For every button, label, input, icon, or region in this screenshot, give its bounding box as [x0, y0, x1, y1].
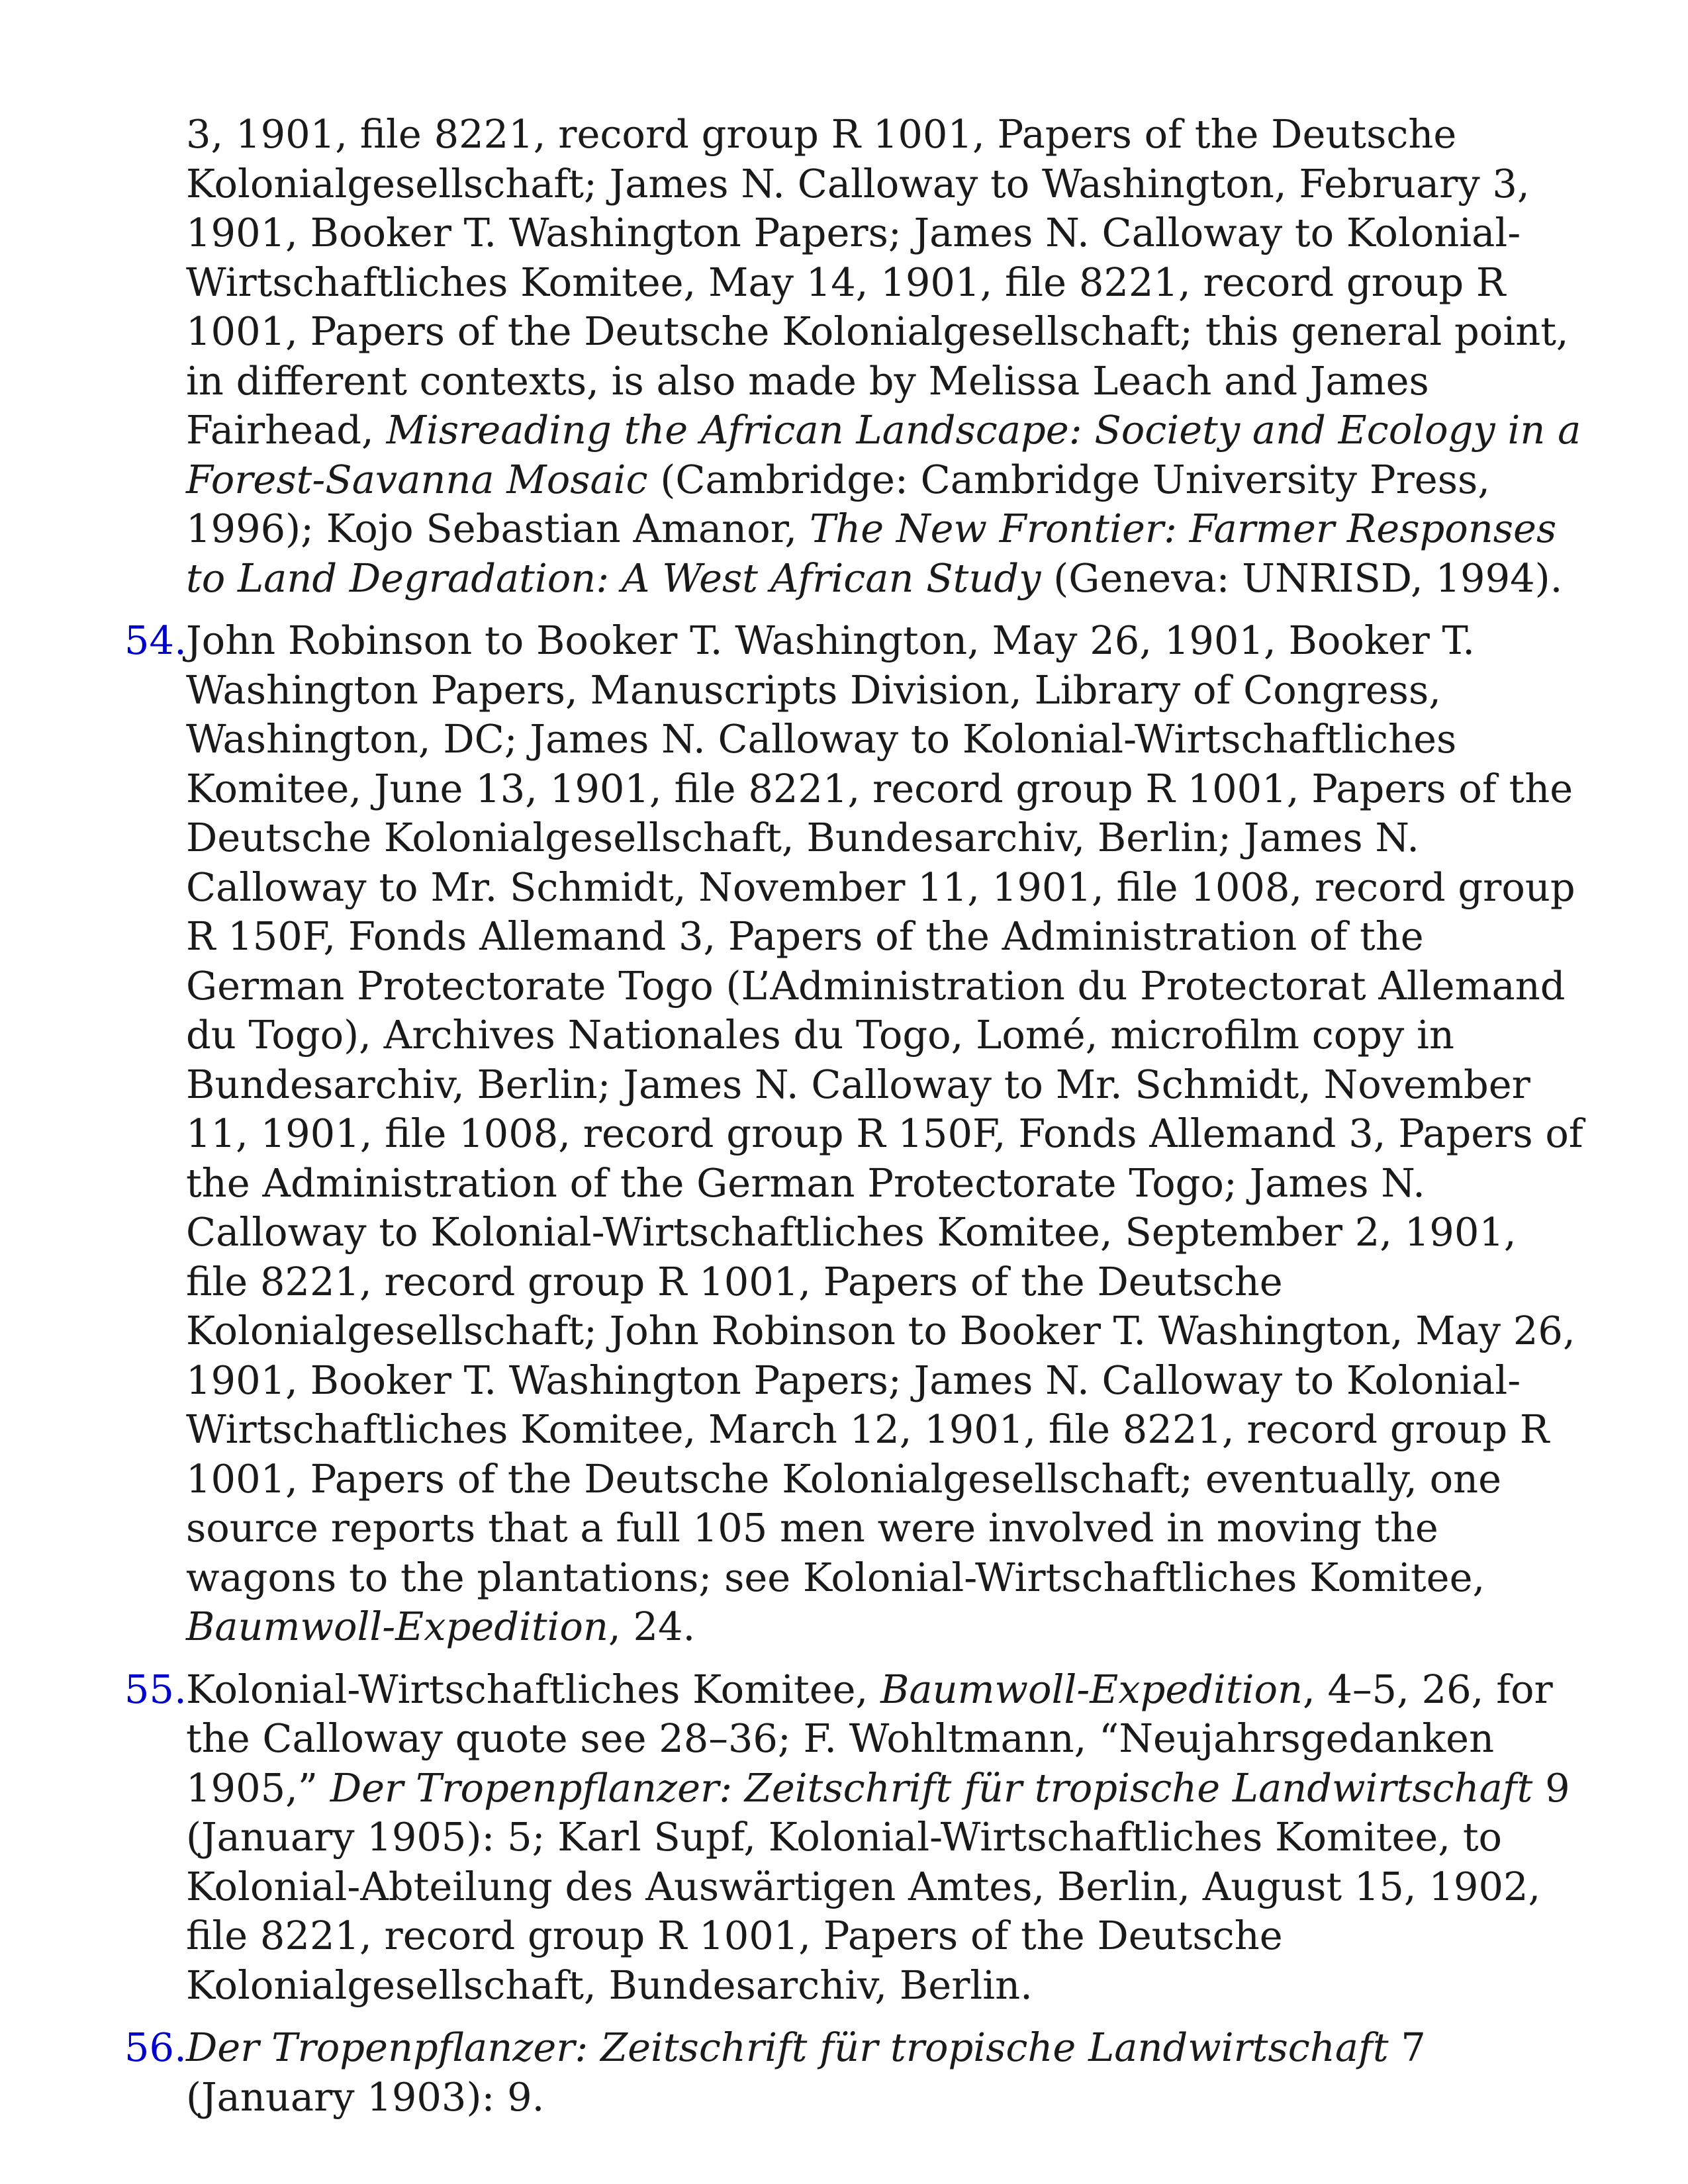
footnote-text: John Robinson to Booker T. Washington, May 26, 1901, Booker T. Washington Papers, Manuscripts Division, Library of Congress, Washington, DC; James N. Calloway to Kolonial-Wirtschaftliches Komitee, June 13, 1901, file 8221, record group R 1001, Papers of the Deutsche Kolonialgesellschaft, Bundesarchiv, Berlin; James N. Calloway to Mr. Schmidt, November 11, 1901, file 1008, record group R 150F, Fonds Allemand 3, Papers of the Administration of the German Protectorate Togo (L’Administration du Protectorat Allemand du Togo), Archives Nationales du Togo, Lomé, microfilm copy in Bundesarchiv, Berlin; James N. Calloway to Mr. Schmidt, November 11, 1901, file 1008, record group R 150F, Fonds Allemand 3, Papers of the Administration of the German Protectorate Togo; James N. Calloway to Kolonial-Wirtschaftliches Komitee, September 2, 1901, file 8221, record group R 1001, Papers of the Deutsche Kolonialgesellschaft; John Robinson to Booker T. Washington, May 26, 1901, Booker T. Washington Papers; James N. Calloway to Kolonial-Wirtschaftliches Komitee, March 12, 1901, file 8221, record group R 1001, Papers of the Deutsche Kolonialgesellschaft; eventually, one source reports that a full 105 men were involved in moving the wagons to the plantations; see Kolonial-Wirtschaftliches Komitee, — [186, 617, 1583, 1600]
footnote-italic-title: The New Frontier: Farmer Responses to Land Degradation: A West African Study — [186, 506, 1557, 601]
footnote-italic-title: Misreading the African Landscape: Society and Ecology in a Forest-Savanna Mosaic — [186, 407, 1581, 502]
footnote-number-link[interactable]: 55. — [124, 1666, 187, 1712]
footnote-number-link[interactable]: 54. — [124, 617, 187, 663]
footnote-italic-title: Baumwoll-Expedition — [186, 1604, 608, 1649]
footnote-italic-title: Baumwoll-Expedition — [880, 1666, 1303, 1712]
footnote-54 — [124, 616, 1587, 1652]
footnote-text: , 4–5, 26, for the Calloway quote see 28–36; F. Wohltmann, “Neujahrsgedanken 1905,” — [186, 1666, 1553, 1811]
footnote-number-link[interactable]: 56. — [124, 2025, 187, 2070]
footnote-text: (Geneva: UNRISD, 1994). — [1041, 555, 1563, 601]
footnote-text: , 24. — [608, 1604, 696, 1649]
footnote-italic-title: Der Tropenpflanzer: Zeitschrift für tropische Landwirtschaft — [330, 1764, 1533, 1811]
footnote-53-continued — [124, 110, 1587, 603]
footnotes-page — [124, 110, 1587, 2122]
footnote-text: 9 (January 1905): 5; Karl Supf, Kolonial-Wirtschaftliches Komitee, to Kolonial-Abteilung des Auswärtigen Amtes, Berlin, August 15, 1902, file 8221, record group R 1001, Papers of the Deutsche Kolonialgesellschaft, Bundesarchiv, Berlin. — [186, 1764, 1570, 2008]
footnote-56 — [124, 2023, 1587, 2122]
footnote-italic-title: Der Tropenpflanzer: Zeitschrift für tropische Landwirtschaft — [186, 2025, 1389, 2070]
footnote-text: 7 (January 1903): 9. — [186, 2025, 1426, 2120]
footnote-text: (Cambridge: Cambridge University Press, 1996); Kojo Sebastian Amanor, — [186, 456, 1490, 551]
footnote-text: Kolonial-Wirtschaftliches Komitee, — [186, 1666, 881, 1712]
footnote-text: 3, 1901, file 8221, record group R 1001, Papers of the Deutsche Kolonialgesellschaft; James N. Calloway to Washington, February 3, 1901, Booker T. Washington Papers; James N. Calloway to Kolonial-Wirtschaftliches Komitee, May 14, 1901, file 8221, record group R 1001, Papers of the Deutsche Kolonialgesellschaft; this general point, in different contexts, is also made by Melissa Leach and James Fairhead, — [186, 111, 1569, 453]
footnote-55 — [124, 1665, 1587, 2011]
